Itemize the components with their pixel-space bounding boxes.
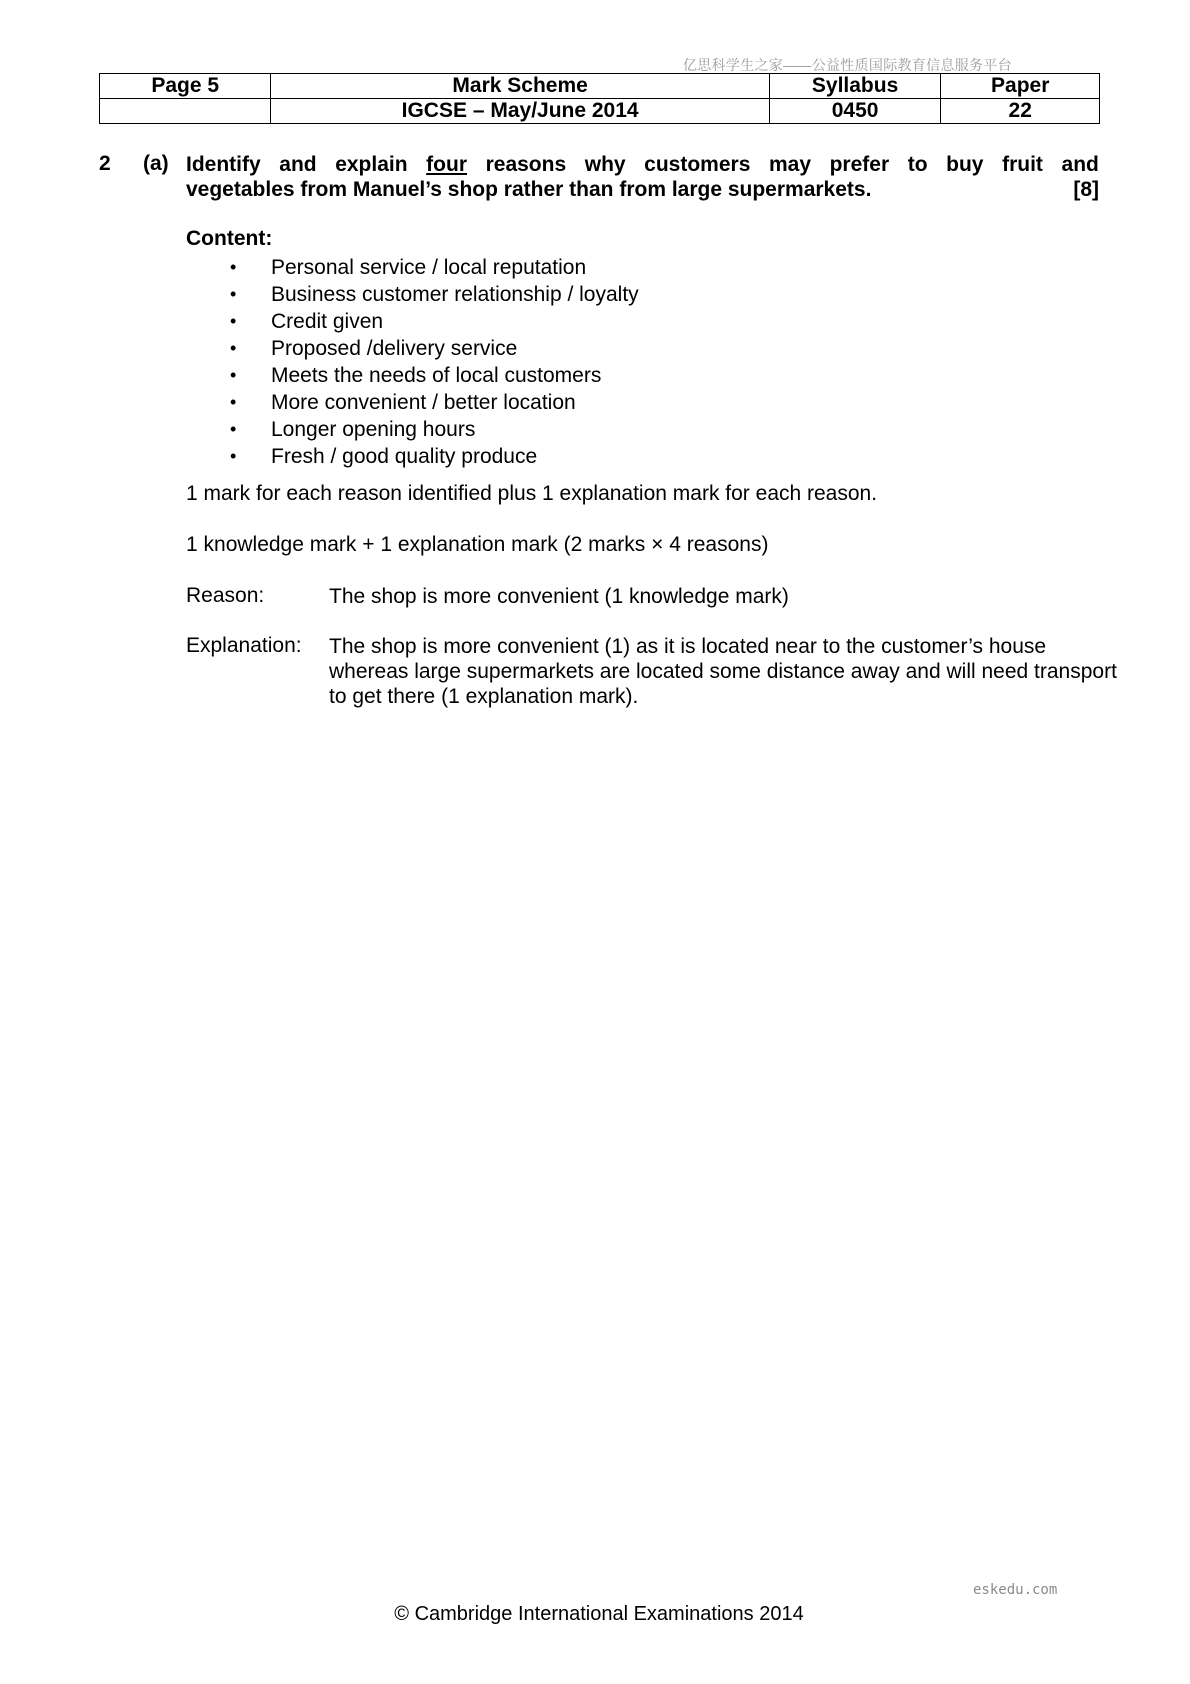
- bullet-text: Proposed /delivery service: [271, 337, 518, 360]
- content-bullet-item: [186, 254, 639, 281]
- footer-copyright: © Cambridge International Examinations 2014: [394, 1603, 804, 1625]
- question-word: reasons: [485, 153, 567, 176]
- paper-number-cell: 22: [941, 99, 1100, 124]
- bullet-icon: •: [230, 446, 237, 466]
- page-number-cell: Page 5: [100, 74, 271, 99]
- bullet-icon: •: [230, 284, 237, 304]
- explanation-label: Explanation:: [186, 634, 302, 657]
- syllabus-label-cell: Syllabus: [769, 74, 941, 99]
- question-word: fruit: [1002, 153, 1043, 176]
- bullet-icon: •: [230, 257, 237, 277]
- watermark-top: 亿思科学生之家——公益性质国际教育信息服务平台: [683, 57, 1012, 73]
- content-bullet-item: [186, 308, 639, 335]
- reason-text: The shop is more convenient (1 knowledge mark): [329, 585, 789, 608]
- exam-session-cell: IGCSE – May/June 2014: [271, 99, 769, 124]
- marking-note-2: 1 knowledge mark + 1 explanation mark (2 marks × 4 reasons): [186, 533, 769, 556]
- bullet-text: Credit given: [271, 310, 384, 333]
- question-marks: [8]: [1073, 178, 1099, 201]
- bullet-text: More convenient / better location: [271, 391, 576, 414]
- question-part: (a): [143, 152, 169, 175]
- question-word: may: [768, 153, 812, 176]
- paper-label-cell: Paper: [941, 74, 1100, 99]
- bullet-text: Fresh / good quality produce: [271, 445, 538, 468]
- content-bullet-item: [186, 389, 639, 416]
- explanation-text: The shop is more convenient (1) as it is located near to the customer’s house whereas large supermarkets are located some distance away and will need transport to get there (1 explanation mark).: [329, 635, 1117, 708]
- question-word: to: [907, 153, 928, 176]
- question-word: customers: [644, 153, 751, 176]
- bullet-icon: •: [230, 419, 237, 439]
- content-bullet-item: [186, 362, 639, 389]
- content-bullet-list: [186, 254, 639, 470]
- question-line-1: [186, 152, 1099, 177]
- syllabus-code-cell: 0450: [769, 99, 941, 124]
- content-bullet-item: [186, 443, 639, 470]
- bullet-icon: •: [230, 365, 237, 385]
- content-heading: Content:: [186, 227, 273, 250]
- reason-label: Reason:: [186, 584, 265, 607]
- question-word: prefer: [829, 153, 890, 176]
- question-line-2: [186, 177, 1099, 202]
- question-word: four: [426, 153, 467, 176]
- header-table: [99, 73, 1100, 124]
- bullet-icon: •: [230, 311, 237, 331]
- empty-cell: [100, 99, 271, 124]
- question-word: and: [279, 153, 317, 176]
- marking-note-1: 1 mark for each reason identified plus 1 explanation mark for each reason.: [186, 482, 878, 505]
- bullet-text: Longer opening hours: [271, 418, 476, 441]
- bullet-icon: •: [230, 392, 237, 412]
- bullet-icon: •: [230, 338, 237, 358]
- watermark-bottom: eskedu.com: [973, 1582, 1058, 1598]
- question-number: 2: [99, 152, 111, 175]
- question-word: buy: [946, 153, 984, 176]
- question-text: [186, 152, 1099, 202]
- question-word: and: [1061, 153, 1099, 176]
- bullet-text: Personal service / local reputation: [271, 256, 587, 279]
- question-word: why: [584, 153, 626, 176]
- question-word: Identify: [186, 153, 261, 176]
- header-row-1: [100, 74, 1100, 99]
- content-bullet-item: [186, 416, 639, 443]
- bullet-text: Meets the needs of local customers: [271, 364, 602, 387]
- document-title-cell: Mark Scheme: [271, 74, 769, 99]
- content-bullet-item: [186, 335, 639, 362]
- question-line-2-text: vegetables from Manuel’s shop rather than from large supermarkets.: [186, 178, 872, 201]
- bullet-text: Business customer relationship / loyalty: [271, 283, 639, 306]
- header-row-2: [100, 99, 1100, 124]
- content-bullet-item: [186, 281, 639, 308]
- question-word: explain: [335, 153, 408, 176]
